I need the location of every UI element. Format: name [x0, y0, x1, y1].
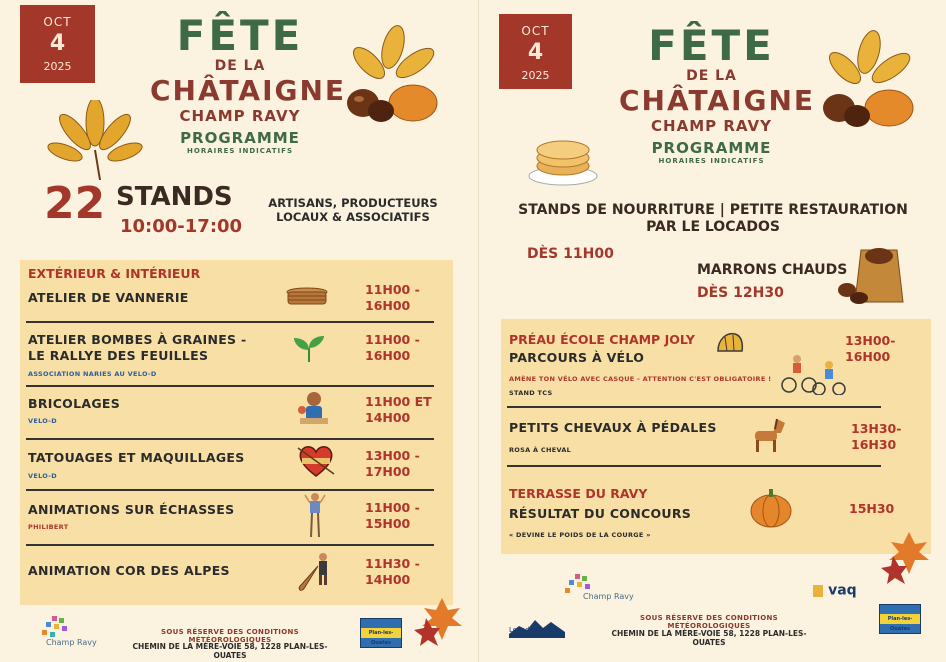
- date-box: [20, 5, 95, 83]
- location-heading: PRÉAU ÉCOLE CHAMP JOLY: [509, 332, 695, 347]
- activity-time: [365, 500, 420, 532]
- activities-card: [20, 260, 453, 605]
- champ-ravy-logo-text: Champ Ravy: [46, 638, 97, 647]
- activity-title-line1: ATELIER BOMBES À GRAINES -: [28, 332, 247, 347]
- champ-ravy-logo-text: Champ Ravy: [583, 592, 634, 601]
- activity-title: PETITS CHEVAUX À PÉDALES: [509, 420, 717, 435]
- pumpkin-icon: [749, 485, 793, 529]
- time-end: 16H30: [851, 437, 897, 452]
- title-chataigne: CHÂTAIGNE: [150, 74, 347, 107]
- date-day: 4: [527, 40, 544, 65]
- title-block: [150, 11, 347, 155]
- stilt-walker-icon: [304, 492, 326, 538]
- commune-logo-text: Plan-les-Ouates: [361, 628, 401, 638]
- date-year: 2025: [521, 69, 550, 82]
- activity-organizer: STAND TCS: [509, 389, 553, 397]
- sprout-icon: [290, 334, 328, 364]
- time-start: 15H30: [849, 501, 895, 516]
- time-start: 13H00-: [845, 333, 896, 348]
- title-chataigne: CHÂTAIGNE: [619, 84, 816, 117]
- activity-title: RÉSULTAT DU CONCOURS: [509, 506, 692, 521]
- activity-time: [365, 332, 420, 364]
- time-end: 16H00: [845, 349, 891, 364]
- right-panel: [478, 0, 946, 662]
- activity-title: TATOUAGES ET MAQUILLAGES: [28, 450, 245, 465]
- crafting-child-icon: [296, 390, 332, 428]
- bike-helmet-icon: [715, 329, 745, 359]
- activity-time: [365, 394, 432, 426]
- time-end: 17H00: [365, 464, 411, 479]
- crepes-icon: [527, 136, 599, 186]
- activity-organizer: « DEVINE LE POIDS DE LA COURGE »: [509, 531, 651, 539]
- stands-desc-line2: LOCAUX & ASSOCIATIFS: [276, 210, 430, 224]
- title-horaires: HORAIRES INDICATIFS: [187, 147, 293, 155]
- activity-time: [365, 282, 420, 314]
- food-stands: [489, 202, 937, 236]
- divider: [507, 465, 881, 467]
- vaq-logo-text: vaq: [828, 582, 857, 599]
- title-place: CHAMP RAVY: [179, 107, 301, 125]
- food-line2: PAR LE LOCADOS: [646, 219, 780, 235]
- time-start: 11H30 -: [365, 556, 420, 571]
- marrons-time: DÈS 12H30: [697, 285, 784, 301]
- food-line1: STANDS DE NOURRITURE | PETITE RESTAURATION: [518, 202, 908, 218]
- title-fete: FÊTE: [176, 11, 304, 60]
- commune-logo-text: Plan-les-Ouates: [880, 614, 920, 624]
- commune-logo: [360, 618, 402, 648]
- locados-logo: [509, 614, 565, 638]
- time-start: 11H00 -: [365, 332, 420, 347]
- activity-organizer: PHILIBERT: [28, 523, 69, 531]
- activity-organizer: VELO-D: [28, 417, 57, 425]
- activities-card: [501, 319, 931, 554]
- date-box: [499, 14, 572, 89]
- autumn-leaves-icon: [879, 528, 935, 588]
- activity-title: ANIMATIONS SUR ÉCHASSES: [28, 502, 235, 517]
- activity-title: ATELIER DE VANNERIE: [28, 290, 189, 305]
- stands-hours: 10:00-17:00: [120, 216, 243, 237]
- activity-note: AMÈNE TON VÉLO AVEC CASQUE - ATTENTION C'EST OBLIGATOIRE !: [509, 375, 772, 383]
- time-start: 11H00 ET: [365, 394, 432, 409]
- commune-logo: [879, 604, 921, 634]
- left-panel: [0, 0, 468, 662]
- title-dela: DE LA: [214, 58, 266, 74]
- chestnut-leaf-icon: [45, 100, 145, 182]
- food-time: DÈS 11H00: [527, 246, 614, 262]
- divider: [26, 544, 434, 546]
- children-cycling-icon: [781, 349, 847, 395]
- date-year: 2025: [43, 60, 72, 73]
- time-end: 16H00: [365, 348, 411, 363]
- locados-logo-text: Locados: [509, 626, 538, 634]
- stands-desc-line1: ARTISANS, PRODUCTEURS: [268, 196, 438, 210]
- divider: [507, 406, 881, 408]
- title-block: [619, 21, 816, 165]
- pony-icon: [747, 415, 787, 455]
- heart-tattoo-icon: [296, 444, 336, 478]
- chestnuts-leaves-icon: [333, 25, 443, 125]
- time-end: 16H00: [365, 298, 411, 313]
- basket-icon: [285, 286, 329, 308]
- stands-count: 22: [44, 178, 106, 229]
- alphorn-icon: [296, 552, 336, 592]
- vaq-logo-mark: [813, 585, 823, 597]
- time-start: 13H30-: [851, 421, 902, 436]
- time-start: 13H00 -: [365, 448, 420, 463]
- title-dela: DE LA: [686, 68, 737, 84]
- marrons-label: MARRONS CHAUDS: [697, 262, 848, 278]
- stands-label: STANDS: [116, 182, 233, 212]
- location-heading: TERRASSE DU RAVY: [509, 486, 648, 501]
- activity-time: [365, 556, 420, 588]
- activity-title-line2: LE RALLYE DES FEUILLES: [28, 348, 209, 363]
- roasted-chestnuts-icon: [837, 242, 909, 306]
- activity-title: ANIMATION COR DES ALPES: [28, 563, 230, 578]
- section-heading: EXTÉRIEUR & INTÉRIEUR: [28, 266, 201, 281]
- address: CHEMIN DE LA MÈRE-VOIE 58, 1228 PLAN-LES-OUATES: [611, 629, 807, 647]
- weather-disclaimer: SOUS RÉSERVE DES CONDITIONS MÉTÉOROLOGIQUES: [161, 628, 299, 644]
- time-end: 15H00: [365, 516, 411, 531]
- title-place: CHAMP RAVY: [651, 117, 772, 135]
- activity-time: [365, 448, 420, 480]
- title-horaires: HORAIRES INDICATIFS: [658, 157, 765, 165]
- champ-ravy-logo-icon: [40, 614, 80, 640]
- time-start: 11H00 -: [365, 282, 420, 297]
- date-day: 4: [49, 31, 66, 56]
- address: CHEMIN DE LA MÈRE-VOIE 58, 1228 PLAN-LES-OUATES: [132, 642, 328, 660]
- activity-title: BRICOLAGES: [28, 396, 121, 411]
- activity-organizer: ASSOCIATION NARIES AU VELO-D: [28, 370, 157, 378]
- time-end: 14H00: [365, 572, 411, 587]
- stands-description: [268, 196, 438, 224]
- autumn-leaves-icon: [412, 594, 468, 650]
- title-programme: PROGRAMME: [651, 139, 772, 157]
- date-month: OCT: [43, 15, 72, 29]
- activity-title: [28, 332, 247, 364]
- time-end: 14H00: [365, 410, 411, 425]
- divider: [26, 438, 434, 440]
- chestnuts-leaves-icon: [809, 30, 919, 130]
- activity-time: [849, 501, 894, 517]
- divider: [26, 385, 434, 387]
- divider: [26, 321, 434, 323]
- activity-title: PARCOURS À VÉLO: [509, 350, 645, 365]
- title-fete: FÊTE: [648, 21, 775, 70]
- time-start: 11H00 -: [365, 500, 420, 515]
- activity-organizer: ROSA À CHEVAL: [509, 446, 572, 454]
- divider: [26, 489, 434, 491]
- date-month: OCT: [521, 24, 550, 38]
- vaq-logo: [813, 580, 871, 598]
- activity-time: [845, 333, 895, 365]
- activity-time: [851, 421, 901, 453]
- title-programme: PROGRAMME: [180, 129, 300, 147]
- weather-disclaimer: SOUS RÉSERVE DES CONDITIONS MÉTÉOROLOGIQUES: [640, 614, 778, 630]
- activity-organizer: VELO-D: [28, 472, 57, 480]
